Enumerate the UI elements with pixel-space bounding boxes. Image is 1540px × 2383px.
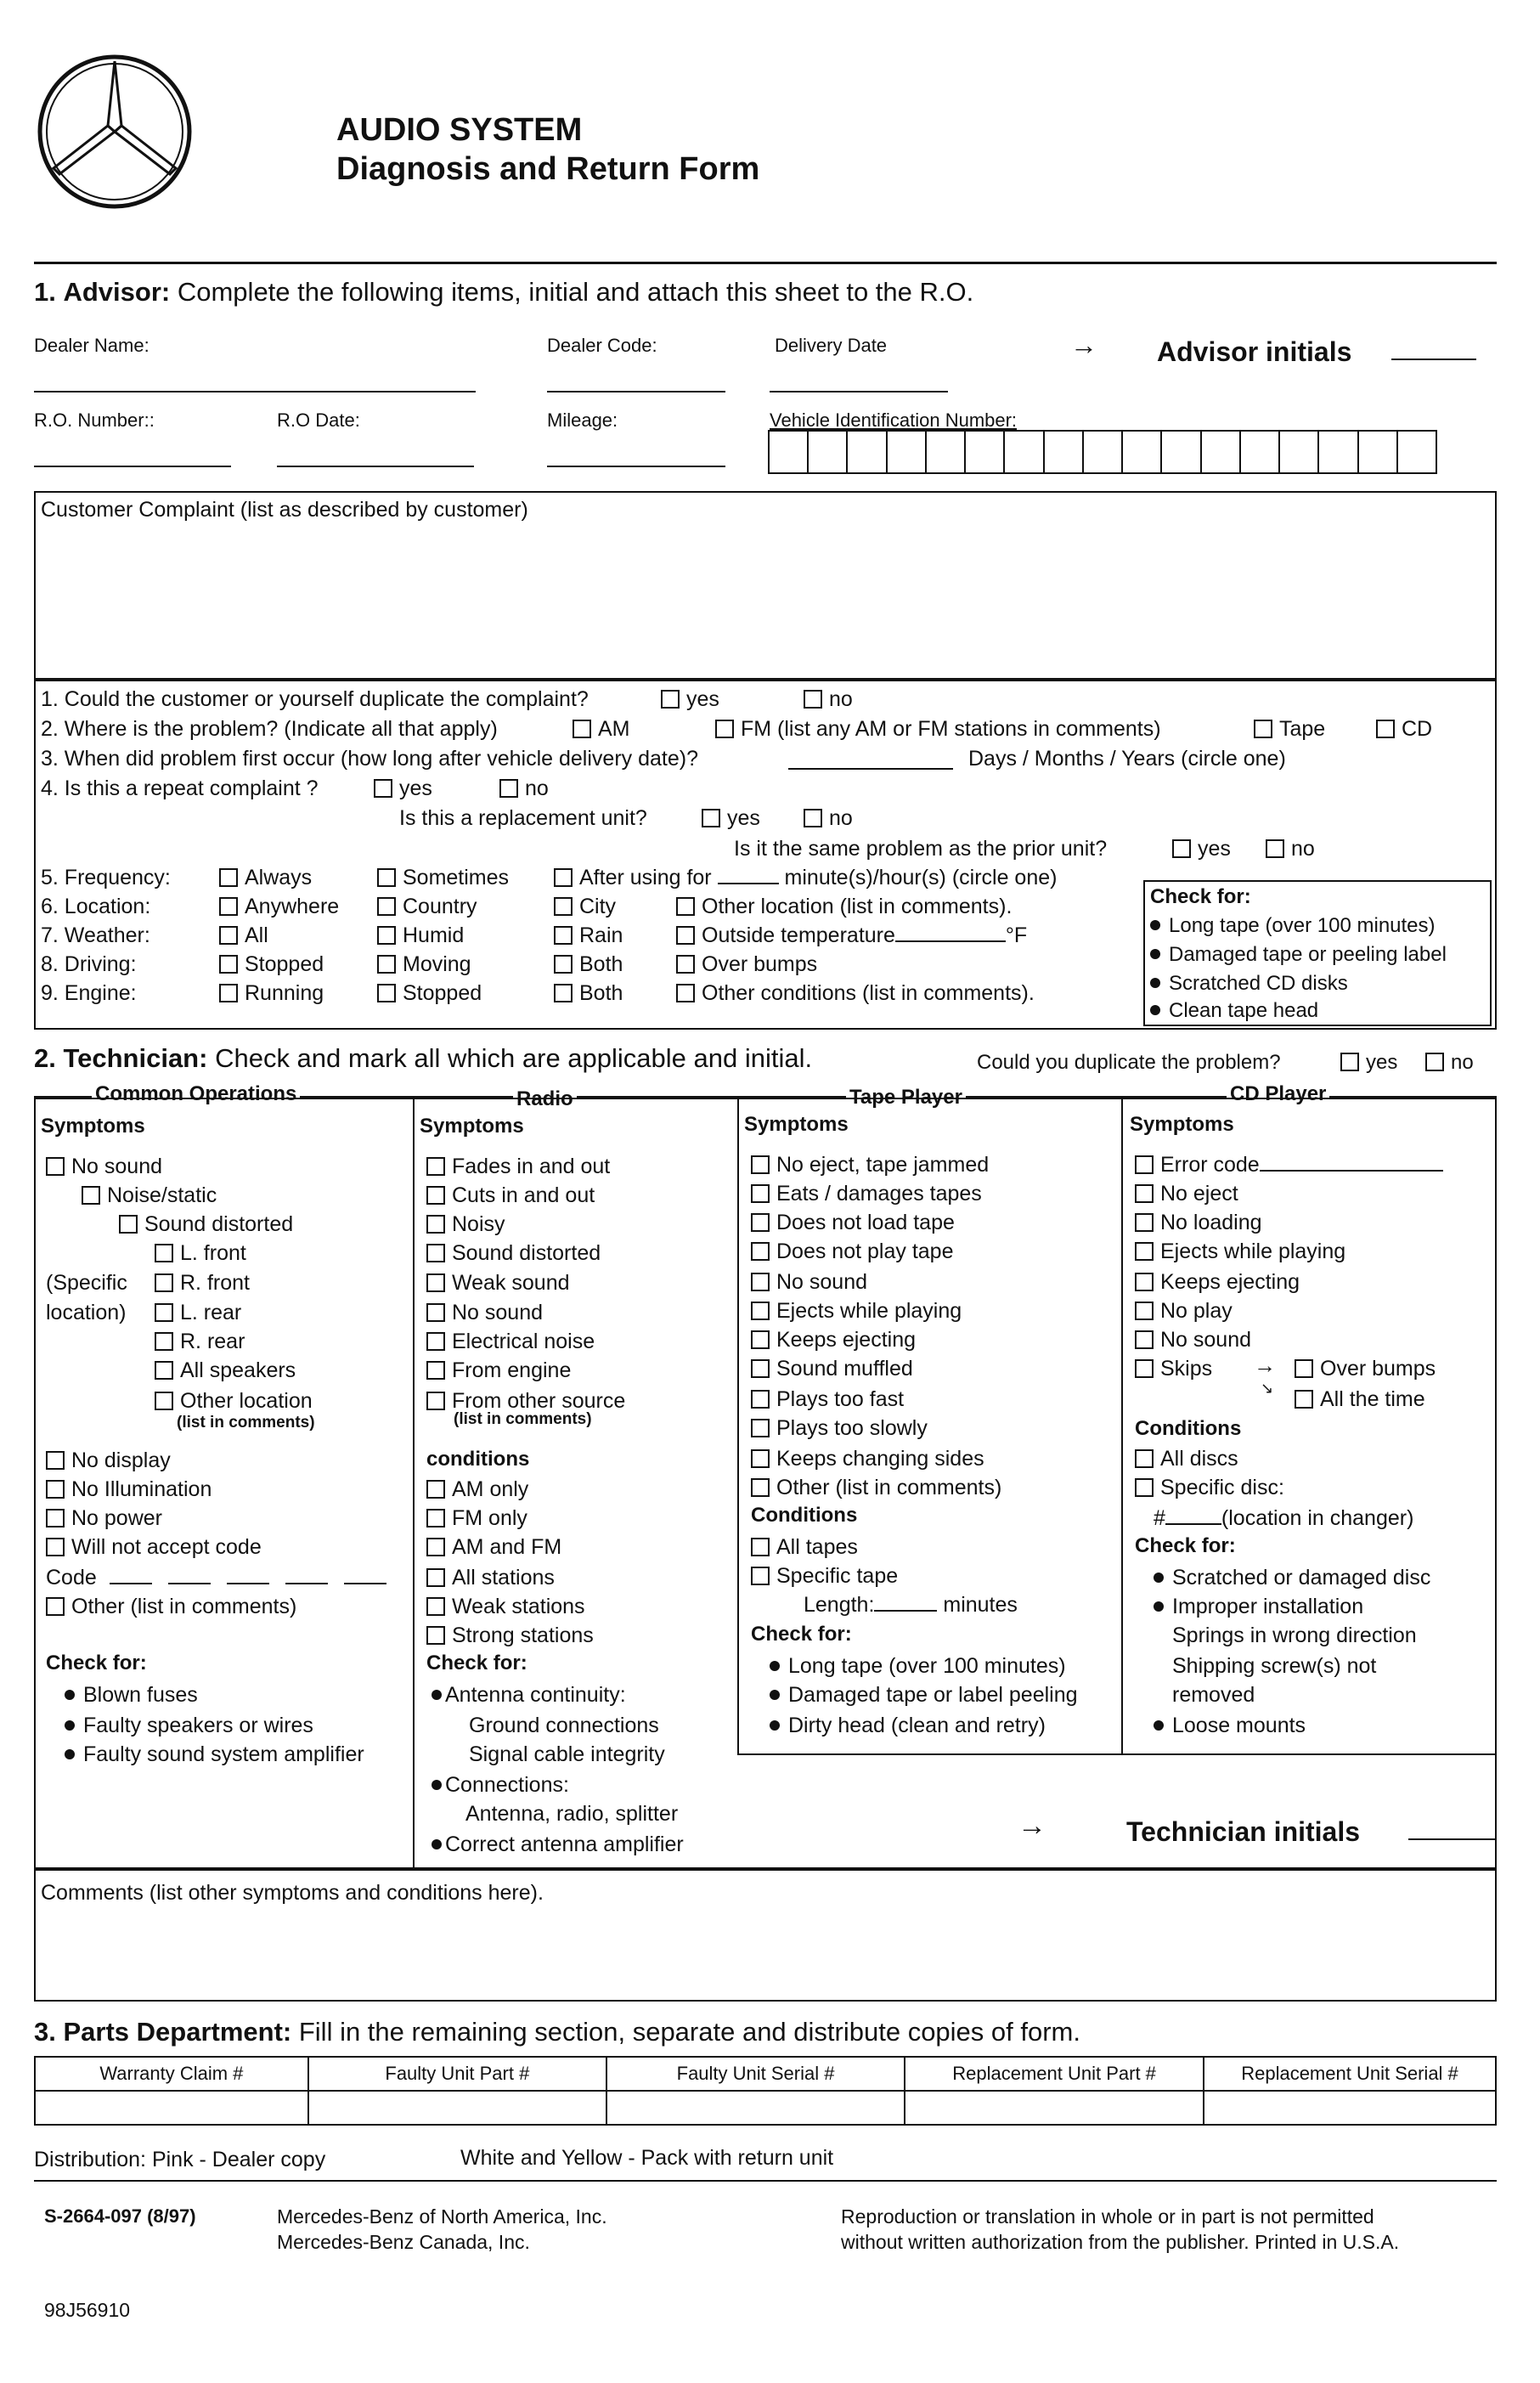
radio-condition[interactable]: Weak stations bbox=[426, 1594, 585, 1619]
cd-condition[interactable]: All discs bbox=[1135, 1446, 1238, 1471]
q9-other[interactable]: Other conditions (list in comments). bbox=[676, 980, 1035, 1006]
column-divider bbox=[1121, 1098, 1123, 1753]
technician-heading: 2. Technician: Check and mark all which are applicable and initial. bbox=[34, 1043, 813, 1073]
advisor-initials-label: Advisor initials bbox=[1157, 336, 1352, 367]
comments-box[interactable] bbox=[34, 1869, 1497, 2002]
document-code: 98J56910 bbox=[44, 2299, 131, 2321]
arrow-icon: → bbox=[1018, 1810, 1046, 1842]
checkfor-item: Long tape (over 100 minutes) bbox=[1150, 914, 1436, 938]
q1-yes[interactable]: yes bbox=[661, 686, 719, 712]
ro-date-label: R.O Date: bbox=[277, 409, 360, 431]
table-row bbox=[35, 2057, 1496, 2091]
tape-checkfor-item: Long tape (over 100 minutes) bbox=[770, 1653, 1066, 1679]
common-symptoms-title: Symptoms bbox=[41, 1115, 145, 1138]
common-ops-title: Common Operations bbox=[92, 1082, 300, 1106]
customer-complaint-label: Customer Complaint (list as described by customer) bbox=[41, 498, 528, 522]
q9-both[interactable]: Both bbox=[554, 980, 623, 1006]
common-sound-distorted[interactable]: Sound distorted bbox=[119, 1211, 293, 1237]
tape-symptom[interactable]: Keeps changing sides bbox=[751, 1446, 984, 1471]
common-r-rear[interactable]: R. rear bbox=[155, 1329, 245, 1354]
radio-symptoms-title: Symptoms bbox=[420, 1115, 524, 1138]
technician-initials-label: Technician initials bbox=[1126, 1816, 1361, 1847]
q8-over-bumps[interactable]: Over bumps bbox=[676, 952, 817, 977]
question-4: 4. Is this a repeat complaint ? bbox=[41, 776, 319, 800]
tape-checkfor-title: Check for: bbox=[751, 1623, 852, 1646]
q2-am[interactable]: AM bbox=[573, 716, 630, 742]
copyright-notice-2: without written authorization from the publisher. Printed in U.S.A. bbox=[841, 2231, 1400, 2253]
specific-label: (Specific bbox=[46, 1271, 127, 1295]
radio-condition[interactable]: FM only bbox=[426, 1505, 527, 1531]
divider bbox=[34, 2180, 1497, 2182]
divider bbox=[34, 262, 1497, 264]
cd-skips[interactable]: Skips bbox=[1135, 1356, 1212, 1381]
q6-anywhere[interactable]: Anywhere bbox=[219, 894, 339, 919]
mileage-field[interactable] bbox=[547, 466, 725, 467]
radio-symptom[interactable]: Noisy bbox=[426, 1211, 505, 1237]
common-l-front[interactable]: L. front bbox=[155, 1240, 246, 1266]
parts-table bbox=[34, 2056, 1497, 2126]
radio-symptom[interactable]: From other source bbox=[426, 1388, 625, 1414]
q7-all[interactable]: All bbox=[219, 923, 268, 948]
column-divider bbox=[413, 1098, 415, 1869]
tape-symptom[interactable]: Other (list in comments) bbox=[751, 1475, 1001, 1500]
arrow-icon: → bbox=[1254, 1352, 1276, 1378]
checkfor-item: Damaged tape or peeling label bbox=[1150, 943, 1447, 967]
tape-player-title: Tape Player bbox=[846, 1086, 966, 1110]
q9-running[interactable]: Running bbox=[219, 980, 324, 1006]
comments-label: Comments (list other symptoms and conditions here). bbox=[41, 1881, 544, 1905]
q9-stopped[interactable]: Stopped bbox=[377, 980, 482, 1006]
radio-symptom[interactable]: Electrical noise bbox=[426, 1329, 595, 1354]
checkfor-title: Check for: bbox=[1150, 885, 1251, 908]
q4b-yes[interactable]: yes bbox=[1172, 836, 1231, 861]
tech-duplicate-yes[interactable]: yes bbox=[1340, 1050, 1397, 1076]
table-row bbox=[35, 2091, 1496, 2125]
common-other-location[interactable]: Other location bbox=[155, 1388, 313, 1414]
common-list-note: (list in comments) bbox=[177, 1414, 315, 1431]
common-checkfor-item: Blown fuses bbox=[65, 1682, 198, 1708]
distribution-white-yellow: White and Yellow - Pack with return unit bbox=[460, 2146, 834, 2170]
question-4b: Is it the same problem as the prior unit? bbox=[734, 837, 1108, 861]
radio-condition[interactable]: All stations bbox=[426, 1565, 555, 1590]
table-cell[interactable] bbox=[35, 2091, 308, 2125]
ro-number-label: R.O. Number:: bbox=[34, 409, 155, 431]
cd-checkfor-item: Loose mounts bbox=[1154, 1713, 1306, 1738]
cd-checkfor-item: Scratched or damaged disc bbox=[1154, 1565, 1430, 1590]
radio-symptom[interactable]: From engine bbox=[426, 1358, 571, 1383]
location-label: location) bbox=[46, 1301, 127, 1324]
common-other[interactable]: Other (list in comments) bbox=[46, 1594, 296, 1619]
radio-title: Radio bbox=[513, 1087, 577, 1111]
tape-symptom[interactable]: Keeps ejecting bbox=[751, 1327, 916, 1352]
q6-city[interactable]: City bbox=[554, 894, 616, 919]
q5-after-using[interactable]: After using for minute(s)/hour(s) (circle one) bbox=[554, 865, 1057, 890]
common-noise-static[interactable]: Noise/static bbox=[82, 1183, 217, 1208]
cd-condition[interactable]: Specific disc: bbox=[1135, 1475, 1284, 1500]
tech-duplicate-question: Could you duplicate the problem? bbox=[977, 1051, 1281, 1074]
tape-length-field[interactable]: Length: minutes bbox=[804, 1593, 1018, 1617]
radio-checkfor-item: Correct antenna amplifier bbox=[432, 1832, 684, 1857]
table-cell[interactable] bbox=[606, 2091, 905, 2125]
radio-symptom[interactable]: Sound distorted bbox=[426, 1240, 601, 1266]
common-will-not-accept-code[interactable]: Will not accept code bbox=[46, 1534, 262, 1560]
cd-player-title: CD Player bbox=[1227, 1082, 1329, 1106]
radio-conditions-title: conditions bbox=[426, 1448, 530, 1471]
cd-checkfor-item: Shipping screw(s) not bbox=[1172, 1654, 1377, 1678]
tape-symptom[interactable]: No eject, tape jammed bbox=[751, 1152, 989, 1177]
tape-symptom[interactable]: Does not load tape bbox=[751, 1210, 955, 1235]
common-no-illumination[interactable]: No Illumination bbox=[46, 1477, 212, 1502]
common-code-field[interactable]: Code bbox=[46, 1565, 386, 1590]
q4-no[interactable]: no bbox=[499, 776, 549, 801]
common-no-power[interactable]: No power bbox=[46, 1505, 162, 1531]
radio-symptom[interactable]: Cuts in and out bbox=[426, 1183, 595, 1208]
q4-yes[interactable]: yes bbox=[374, 776, 432, 801]
table-header-cell: Warranty Claim # bbox=[35, 2057, 308, 2091]
tape-conditions-title: Conditions bbox=[751, 1504, 858, 1527]
cd-symptom[interactable]: No loading bbox=[1135, 1210, 1262, 1235]
common-checkfor-item: Faulty speakers or wires bbox=[65, 1713, 313, 1738]
q7-label: 7. Weather: bbox=[41, 923, 150, 947]
mercedes-star-logo bbox=[34, 51, 195, 212]
form-number: S-2664-097 (8/97) bbox=[44, 2205, 196, 2227]
tape-symptom[interactable]: Does not play tape bbox=[751, 1239, 953, 1264]
radio-condition[interactable]: AM only bbox=[426, 1477, 528, 1502]
cd-checkfor-title: Check for: bbox=[1135, 1534, 1236, 1557]
q2-fm[interactable]: FM (list any AM or FM stations in comments) bbox=[715, 716, 1161, 742]
q5-always[interactable]: Always bbox=[219, 865, 312, 890]
common-no-display[interactable]: No display bbox=[46, 1448, 171, 1473]
dealer-name-field[interactable] bbox=[34, 391, 476, 392]
q1-no[interactable]: no bbox=[804, 686, 853, 712]
q8-label: 8. Driving: bbox=[41, 952, 137, 976]
radio-condition[interactable]: AM and FM bbox=[426, 1534, 561, 1560]
radio-symptom[interactable]: No sound bbox=[426, 1300, 543, 1325]
radio-list-note: (list in comments) bbox=[454, 1410, 592, 1428]
common-l-rear[interactable]: L. rear bbox=[155, 1300, 241, 1325]
ro-number-field[interactable] bbox=[34, 466, 231, 467]
radio-checkfor-item: Connections: bbox=[432, 1772, 569, 1798]
q6-country[interactable]: Country bbox=[377, 894, 477, 919]
form-subtitle: Diagnosis and Return Form bbox=[336, 151, 760, 187]
q8-both[interactable]: Both bbox=[554, 952, 623, 977]
common-checkfor-item: Faulty sound system amplifier bbox=[65, 1742, 364, 1767]
advisor-heading: 1. Advisor: Complete the following items, initial and attach this sheet to the R.O. bbox=[34, 277, 974, 307]
checkfor-item: Clean tape head bbox=[1150, 999, 1318, 1023]
cd-conditions-title: Conditions bbox=[1135, 1417, 1242, 1440]
radio-condition[interactable]: Strong stations bbox=[426, 1623, 594, 1648]
radio-checkfor-item: Antenna continuity: bbox=[432, 1682, 626, 1708]
cd-location-field[interactable]: # (location in changer) bbox=[1154, 1506, 1414, 1530]
mileage-label: Mileage: bbox=[547, 409, 618, 431]
table-header-cell: Faulty Unit Part # bbox=[308, 2057, 606, 2091]
arrow-icon: → bbox=[1070, 330, 1097, 360]
cd-symptom[interactable]: No sound bbox=[1135, 1327, 1251, 1352]
q8-moving[interactable]: Moving bbox=[377, 952, 471, 977]
cd-symptom[interactable]: Keeps ejecting bbox=[1135, 1269, 1300, 1295]
tape-symptom[interactable]: Sound muffled bbox=[751, 1356, 913, 1381]
tape-symptom[interactable]: Eats / damages tapes bbox=[751, 1181, 982, 1206]
radio-checkfor-title: Check for: bbox=[426, 1652, 527, 1674]
tape-symptom[interactable]: Ejects while playing bbox=[751, 1298, 962, 1324]
question-4a: Is this a replacement unit? bbox=[399, 806, 647, 830]
q6-other[interactable]: Other location (list in comments). bbox=[676, 894, 1012, 919]
common-no-sound[interactable]: No sound bbox=[46, 1154, 162, 1179]
delivery-date-label: Delivery Date bbox=[775, 335, 888, 356]
q6-label: 6. Location: bbox=[41, 895, 151, 918]
cd-all-the-time[interactable]: All the time bbox=[1295, 1386, 1425, 1412]
dealer-code-label: Dealer Code: bbox=[547, 335, 657, 356]
q4a-no[interactable]: no bbox=[804, 805, 853, 831]
parts-heading: 3. Parts Department: Fill in the remaining section, separate and distribute copies of form. bbox=[34, 2017, 1080, 2047]
dealer-name-label: Dealer Name: bbox=[34, 335, 149, 356]
table-cell[interactable] bbox=[1204, 2091, 1496, 2125]
radio-checkfor-item: Antenna, radio, splitter bbox=[465, 1802, 679, 1826]
tape-symptoms-title: Symptoms bbox=[744, 1113, 849, 1136]
radio-symptom[interactable]: Fades in and out bbox=[426, 1154, 610, 1179]
q4b-no[interactable]: no bbox=[1266, 836, 1315, 861]
q7-outside-temp[interactable]: Outside temperature °F bbox=[676, 923, 1027, 948]
cd-symptom[interactable]: No eject bbox=[1135, 1181, 1238, 1206]
cd-symptom[interactable]: Ejects while playing bbox=[1135, 1239, 1345, 1264]
q2-cd[interactable]: CD bbox=[1376, 716, 1432, 742]
cd-checkfor-item: removed bbox=[1172, 1683, 1255, 1707]
radio-checkfor-item: Signal cable integrity bbox=[469, 1742, 665, 1766]
tech-duplicate-no[interactable]: no bbox=[1425, 1050, 1474, 1076]
vin-label: Vehicle Identification Number: bbox=[770, 409, 1018, 431]
tape-checkfor-item: Damaged tape or label peeling bbox=[770, 1682, 1078, 1708]
column-divider bbox=[737, 1098, 739, 1753]
customer-complaint-box[interactable] bbox=[34, 491, 1497, 680]
form-title: AUDIO SYSTEM bbox=[336, 112, 583, 148]
tape-symptom[interactable]: Plays too fast bbox=[751, 1386, 904, 1412]
vin-boxes[interactable] bbox=[768, 430, 1437, 474]
delivery-date-field[interactable] bbox=[770, 391, 948, 392]
tape-symptom[interactable]: No sound bbox=[751, 1269, 867, 1295]
common-checkfor-title: Check for: bbox=[46, 1652, 147, 1674]
divider bbox=[737, 1753, 1497, 1755]
common-all-speakers[interactable]: All speakers bbox=[155, 1358, 296, 1383]
company-canada: Mercedes-Benz Canada, Inc. bbox=[277, 2231, 530, 2253]
q5-sometimes[interactable]: Sometimes bbox=[377, 865, 509, 890]
table-header-cell: Faulty Unit Serial # bbox=[606, 2057, 905, 2091]
table-cell[interactable] bbox=[308, 2091, 606, 2125]
radio-symptom[interactable]: Weak sound bbox=[426, 1270, 570, 1296]
tape-condition[interactable]: Specific tape bbox=[751, 1563, 898, 1589]
table-cell[interactable] bbox=[905, 2091, 1204, 2125]
cd-checkfor-item: Springs in wrong direction bbox=[1172, 1623, 1417, 1647]
copyright-notice-1: Reproduction or translation in whole or in part is not permitted bbox=[841, 2205, 1374, 2228]
table-header-cell: Replacement Unit Serial # bbox=[1204, 2057, 1496, 2091]
distribution-pink: Distribution: Pink - Dealer copy bbox=[34, 2148, 326, 2171]
q7-rain[interactable]: Rain bbox=[554, 923, 623, 948]
tape-checkfor-item: Dirty head (clean and retry) bbox=[770, 1713, 1046, 1738]
common-r-front[interactable]: R. front bbox=[155, 1270, 250, 1296]
checkfor-box bbox=[1143, 880, 1492, 1026]
tape-condition[interactable]: All tapes bbox=[751, 1534, 858, 1560]
q5-label: 5. Frequency: bbox=[41, 866, 171, 889]
q8-stopped[interactable]: Stopped bbox=[219, 952, 324, 977]
cd-error-code[interactable]: Error code bbox=[1135, 1152, 1443, 1177]
question-1: 1. Could the customer or yourself duplicate the complaint? bbox=[41, 687, 589, 711]
table-header-cell: Replacement Unit Part # bbox=[905, 2057, 1204, 2091]
advisor-initials-field[interactable] bbox=[1391, 359, 1476, 360]
technician-initials-field[interactable] bbox=[1408, 1838, 1497, 1840]
company-usa: Mercedes-Benz of North America, Inc. bbox=[277, 2205, 607, 2228]
arrow-icon: ↘ bbox=[1261, 1380, 1274, 1397]
dealer-code-field[interactable] bbox=[547, 391, 725, 392]
q9-label: 9. Engine: bbox=[41, 981, 137, 1005]
question-3: 3. When did problem first occur (how long after vehicle delivery date)? bbox=[41, 747, 698, 771]
q7-humid[interactable]: Humid bbox=[377, 923, 464, 948]
tape-symptom[interactable]: Plays too slowly bbox=[751, 1415, 928, 1441]
cd-symptoms-title: Symptoms bbox=[1130, 1113, 1234, 1136]
cd-over-bumps[interactable]: Over bumps bbox=[1295, 1356, 1436, 1381]
cd-checkfor-item: Improper installation bbox=[1154, 1594, 1363, 1619]
radio-checkfor-item: Ground connections bbox=[469, 1714, 659, 1737]
q3-field[interactable] bbox=[788, 768, 953, 770]
q4a-yes[interactable]: yes bbox=[702, 805, 760, 831]
question-2: 2. Where is the problem? (Indicate all that apply) bbox=[41, 717, 498, 741]
cd-symptom[interactable]: No play bbox=[1135, 1298, 1233, 1324]
q2-tape[interactable]: Tape bbox=[1254, 716, 1325, 742]
ro-date-field[interactable] bbox=[277, 466, 474, 467]
q3-units: Days / Months / Years (circle one) bbox=[968, 747, 1286, 771]
checkfor-item: Scratched CD disks bbox=[1150, 972, 1348, 996]
